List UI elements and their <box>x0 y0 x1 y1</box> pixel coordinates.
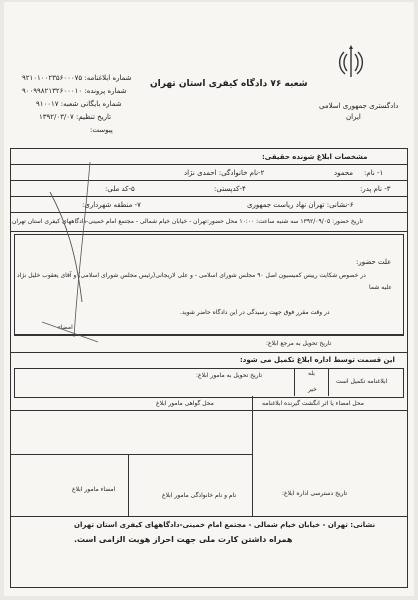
complete-no: خیر <box>308 386 317 393</box>
handwritten-mark-icon <box>38 152 118 352</box>
postal-code-label: ۴-کدپستی: <box>214 185 246 193</box>
instruction-text: در وقت مقرر فوق جهت رسیدگی در این دادگاه حاضر شوید. <box>180 309 330 316</box>
appointment-line: تاریخ حضور: ۱۳۹۲/۰۹/۰۵ سه شنبه ساعت: ۱۰:۰۰ محل حضور:تهران - خیابان خیام شمالی - مجتمع امام خمینی-دادگاههای کیفری استان تهران <box>12 218 363 225</box>
reason-text-1: در خصوص شکایت رییس کمیسیون اصل ۹۰ مجلس شورای اسلامی - و علی لاریجانی(رئیس مجلس شورای اسلامی) و آقای یعقوب خلیل نژاد <box>17 272 366 279</box>
officer-sign-label: امضاء مامور ابلاغ <box>72 486 116 493</box>
district-field: ۷- منطقه شهرداری: <box>82 201 141 209</box>
footer-address: نشانی: تهران - خیابان خیام شمالی - مجتمع امام خمینی-دادگاههای کیفری استان تهران <box>74 521 376 529</box>
reason-label: علت حضور: <box>356 258 392 266</box>
footer-notice: همراه داشتن کارت ملی جهت احراز هویت الزامی است. <box>74 535 293 544</box>
issue-date: تاریخ تنظیم: ۱۳۹۲/۰۳/۰۷ <box>39 113 112 121</box>
country-name: ایران <box>346 113 361 121</box>
recipient-signature-label: محل امضاء یا اثر انگشت گیرنده ابلاغنامه <box>262 400 364 407</box>
attachment-label: پیوست: <box>90 126 113 134</box>
address-field: ۶-نشانی: تهران نهاد ریاست جمهوری <box>247 201 354 209</box>
first-name-label: ۱- نام: <box>364 169 384 177</box>
case-number: شماره پرونده: ۹۰۰۹۹۸۲۱۳۲۶۰۰۰۱۰ <box>22 87 127 95</box>
service-section-title: این قسمت توسط اداره ابلاغ تکمیل می شود: <box>240 356 395 364</box>
access-date-label: تاریخ دسترسی اداره ابلاغ: <box>282 490 348 497</box>
national-id-label: ۵-کد ملی: <box>105 185 135 193</box>
officer-name-label: نام و نام خانوادگی مامور ابلاغ <box>162 492 237 499</box>
recipient-section-title: مشخصات ابلاغ شونده حقیقی: <box>262 153 368 161</box>
surname-field: ۲-نام خانوادگی: احمدی نژاد <box>184 169 265 177</box>
officer-testimony-label: محل گواهی مامور ابلاغ <box>156 400 214 407</box>
delivery-date-label: تاریخ تحویل به مرجع ابلاغ: <box>266 340 332 347</box>
court-title: شعبه ۷۶ دادگاه کیفری استان تهران <box>150 79 308 89</box>
father-name-label: ۳- نام پدر: <box>360 185 391 193</box>
iran-emblem-icon <box>334 44 368 80</box>
reason-text-2: علیه شما <box>369 284 392 291</box>
officer-date-label: تاریخ تحویل به مامور ابلاغ: <box>196 372 263 379</box>
first-name-value: محمود <box>334 169 354 177</box>
archive-number: شماره بایگانی شعبه: ۹۱۰۰۱۷ <box>36 100 122 108</box>
complete-yes: بله <box>308 370 315 377</box>
justice-department: دادگستری جمهوری اسلامی <box>319 102 399 110</box>
signature-label: امضاء <box>58 324 73 331</box>
summons-document <box>4 2 414 596</box>
complete-label: ابلاغنامه تکمیل است <box>336 378 388 385</box>
notice-number: شماره ابلاغنامه: ۹۲۱۰۱۰۰۲۳۵۶۰۰۰۷۵ <box>22 74 132 82</box>
